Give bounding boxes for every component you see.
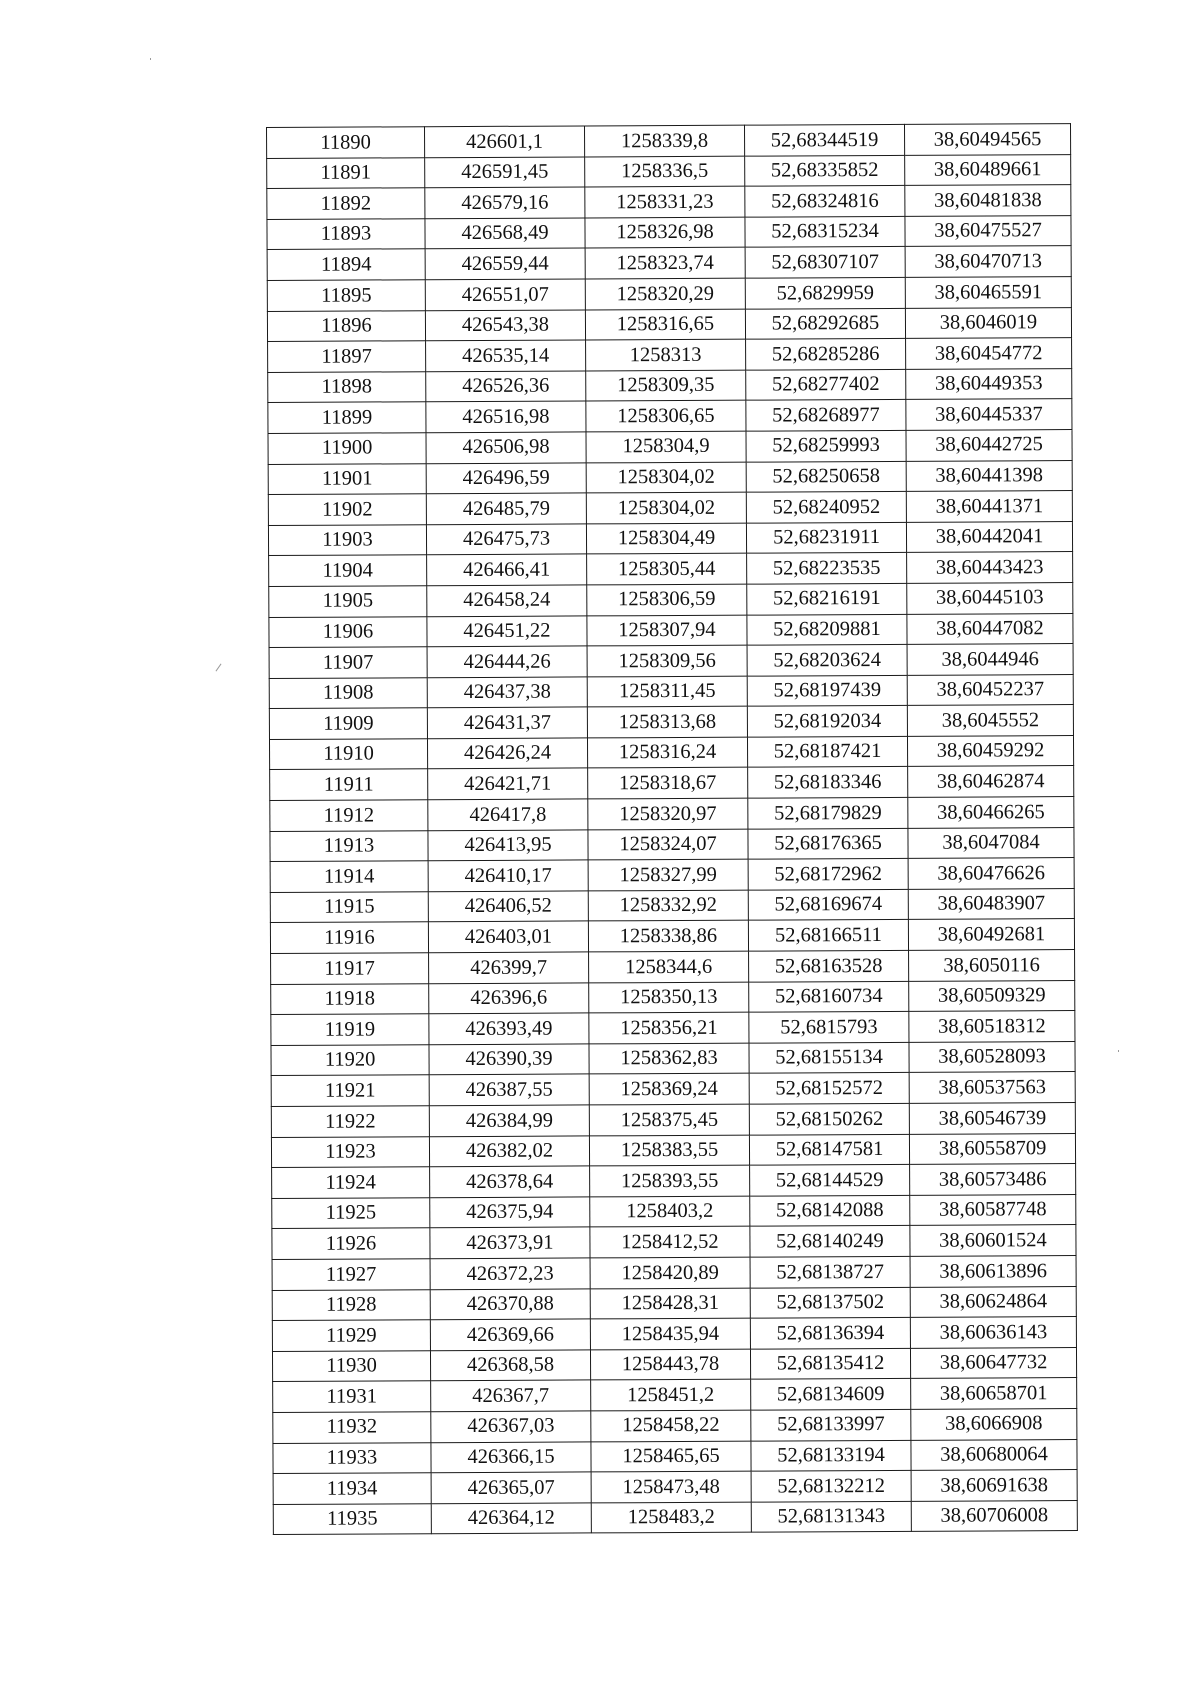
- table-row: [267, 124, 1071, 159]
- x-coordinate-cell: 426365,07: [431, 1472, 591, 1503]
- point-number-cell: 11914: [270, 861, 428, 892]
- latitude-cell: 52,68152572: [749, 1073, 909, 1104]
- y-coordinate-cell: 1258311,45: [587, 676, 747, 707]
- y-coordinate-cell: 1258309,35: [586, 370, 746, 401]
- point-number-cell: 11906: [269, 616, 427, 647]
- y-coordinate-cell: 1258375,45: [589, 1104, 749, 1135]
- latitude-cell: 52,68277402: [746, 369, 906, 400]
- point-number-cell: 11893: [267, 219, 425, 250]
- point-number-cell: 11897: [268, 341, 426, 372]
- y-coordinate-cell: 1258304,02: [586, 492, 746, 523]
- y-coordinate-cell: 1258344,6: [589, 951, 749, 982]
- point-number-cell: 11927: [272, 1259, 430, 1290]
- longitude-cell: 38,6045552: [907, 705, 1073, 736]
- x-coordinate-cell: 426413,95: [428, 830, 588, 861]
- scan-speck: [1118, 1050, 1119, 1052]
- x-coordinate-cell: 426426,24: [427, 738, 587, 769]
- y-coordinate-cell: 1258451,2: [591, 1379, 751, 1410]
- x-coordinate-cell: 426485,79: [426, 493, 586, 524]
- longitude-cell: 38,60443423: [907, 552, 1073, 583]
- x-coordinate-cell: 426466,41: [427, 554, 587, 585]
- latitude-cell: 52,68187421: [747, 736, 907, 767]
- latitude-cell: 52,68197439: [747, 675, 907, 706]
- table-row: [269, 552, 1073, 587]
- x-coordinate-cell: 426431,37: [427, 707, 587, 738]
- latitude-cell: 52,68160734: [749, 981, 909, 1012]
- x-coordinate-cell: 426378,64: [430, 1166, 590, 1197]
- y-coordinate-cell: 1258435,94: [590, 1318, 750, 1349]
- x-coordinate-cell: 426516,98: [426, 401, 586, 432]
- longitude-cell: 38,60483907: [908, 888, 1074, 919]
- point-number-cell: 11890: [267, 127, 425, 158]
- table-row: [271, 1103, 1075, 1138]
- latitude-cell: 52,68179829: [748, 797, 908, 828]
- x-coordinate-cell: 426458,24: [427, 585, 587, 616]
- x-coordinate-cell: 426437,38: [427, 677, 587, 708]
- latitude-cell: 52,68144529: [750, 1165, 910, 1196]
- latitude-cell: 52,68285286: [746, 339, 906, 370]
- x-coordinate-cell: 426551,07: [425, 279, 585, 310]
- point-number-cell: 11930: [272, 1350, 430, 1381]
- table-row: [273, 1500, 1077, 1535]
- y-coordinate-cell: 1258304,9: [586, 431, 746, 462]
- y-coordinate-cell: 1258393,55: [590, 1165, 750, 1196]
- table-row: [272, 1317, 1076, 1352]
- longitude-cell: 38,60492681: [908, 919, 1074, 950]
- scan-speck: [150, 58, 151, 60]
- y-coordinate-cell: 1258331,23: [585, 186, 745, 217]
- point-number-cell: 11892: [267, 188, 425, 219]
- x-coordinate-cell: 426543,38: [425, 310, 585, 341]
- longitude-cell: 38,60691638: [911, 1470, 1077, 1501]
- table-row: [267, 154, 1071, 189]
- longitude-cell: 38,60587748: [910, 1194, 1076, 1225]
- table-row: [272, 1194, 1076, 1229]
- table-row: [271, 1041, 1075, 1076]
- y-coordinate-cell: 1258350,13: [589, 982, 749, 1013]
- y-coordinate-cell: 1258420,89: [590, 1257, 750, 1288]
- longitude-cell: 38,60442725: [906, 430, 1072, 461]
- point-number-cell: 11915: [270, 892, 428, 923]
- longitude-cell: 38,6044946: [907, 644, 1073, 675]
- longitude-cell: 38,60459292: [907, 735, 1073, 766]
- coordinates-table-body: [267, 124, 1078, 1535]
- point-number-cell: 11932: [273, 1412, 431, 1443]
- x-coordinate-cell: 426396,6: [429, 983, 589, 1014]
- latitude-cell: 52,68335852: [745, 155, 905, 186]
- longitude-cell: 38,60449353: [906, 368, 1072, 399]
- longitude-cell: 38,60454772: [906, 338, 1072, 369]
- scan-speck: [216, 664, 222, 672]
- x-coordinate-cell: 426384,99: [429, 1105, 589, 1136]
- point-number-cell: 11917: [271, 953, 429, 984]
- x-coordinate-cell: 426387,55: [429, 1074, 589, 1105]
- table-row: [273, 1439, 1077, 1474]
- y-coordinate-cell: 1258458,22: [591, 1410, 751, 1441]
- latitude-cell: 52,68315234: [745, 216, 905, 247]
- longitude-cell: 38,60445337: [906, 399, 1072, 430]
- latitude-cell: 52,68142088: [750, 1195, 910, 1226]
- y-coordinate-cell: 1258383,55: [589, 1135, 749, 1166]
- latitude-cell: 52,6829959: [745, 277, 905, 308]
- x-coordinate-cell: 426535,14: [426, 340, 586, 371]
- table-row: [267, 277, 1071, 312]
- longitude-cell: 38,60441398: [906, 460, 1072, 491]
- y-coordinate-cell: 1258326,98: [585, 217, 745, 248]
- longitude-cell: 38,60494565: [904, 124, 1070, 155]
- table-row: [267, 246, 1071, 281]
- latitude-cell: 52,68131343: [751, 1501, 911, 1532]
- longitude-cell: 38,60706008: [911, 1500, 1077, 1531]
- table-row: [268, 399, 1072, 434]
- x-coordinate-cell: 426475,73: [426, 524, 586, 555]
- table-row: [268, 368, 1072, 403]
- latitude-cell: 52,68259993: [746, 430, 906, 461]
- point-number-cell: 11896: [267, 310, 425, 341]
- x-coordinate-cell: 426421,71: [428, 768, 588, 799]
- y-coordinate-cell: 1258339,8: [584, 125, 744, 156]
- table-row: [272, 1164, 1076, 1199]
- longitude-cell: 38,60447082: [907, 613, 1073, 644]
- point-number-cell: 11931: [273, 1381, 431, 1412]
- table-row: [272, 1225, 1076, 1260]
- y-coordinate-cell: 1258323,74: [585, 248, 745, 279]
- point-number-cell: 11913: [270, 830, 428, 861]
- longitude-cell: 38,60624864: [910, 1286, 1076, 1317]
- table-row: [272, 1347, 1076, 1382]
- point-number-cell: 11895: [267, 280, 425, 311]
- table-row: [267, 185, 1071, 220]
- longitude-cell: 38,60481838: [905, 185, 1071, 216]
- x-coordinate-cell: 426568,49: [425, 218, 585, 249]
- point-number-cell: 11908: [269, 677, 427, 708]
- point-number-cell: 11928: [272, 1289, 430, 1320]
- point-number-cell: 11904: [269, 555, 427, 586]
- x-coordinate-cell: 426370,88: [430, 1288, 590, 1319]
- longitude-cell: 38,60601524: [910, 1225, 1076, 1256]
- table-row: [272, 1286, 1076, 1321]
- longitude-cell: 38,60441371: [906, 491, 1072, 522]
- y-coordinate-cell: 1258313: [586, 339, 746, 370]
- table-row: [267, 215, 1071, 250]
- longitude-cell: 38,60476626: [908, 858, 1074, 889]
- point-number-cell: 11891: [267, 157, 425, 188]
- coordinates-table: [266, 123, 1078, 1535]
- longitude-cell: 38,60546739: [909, 1103, 1075, 1134]
- longitude-cell: 38,60452237: [907, 674, 1073, 705]
- table-row: [270, 888, 1074, 923]
- y-coordinate-cell: 1258356,21: [589, 1012, 749, 1043]
- point-number-cell: 11918: [271, 983, 429, 1014]
- x-coordinate-cell: 426406,52: [428, 891, 588, 922]
- latitude-cell: 52,68223535: [747, 553, 907, 584]
- x-coordinate-cell: 426375,94: [430, 1197, 590, 1228]
- point-number-cell: 11902: [268, 494, 426, 525]
- longitude-cell: 38,60442041: [906, 521, 1072, 552]
- x-coordinate-cell: 426399,7: [429, 952, 589, 983]
- longitude-cell: 38,60509329: [909, 980, 1075, 1011]
- latitude-cell: 52,68163528: [749, 950, 909, 981]
- table-row: [270, 827, 1074, 862]
- latitude-cell: 52,68169674: [748, 889, 908, 920]
- y-coordinate-cell: 1258473,48: [591, 1471, 751, 1502]
- x-coordinate-cell: 426559,44: [425, 248, 585, 279]
- x-coordinate-cell: 426591,45: [425, 157, 585, 188]
- latitude-cell: 52,68250658: [746, 461, 906, 492]
- y-coordinate-cell: 1258320,29: [585, 278, 745, 309]
- x-coordinate-cell: 426369,66: [430, 1319, 590, 1350]
- longitude-cell: 38,6046019: [905, 307, 1071, 338]
- x-coordinate-cell: 426601,1: [425, 126, 585, 157]
- x-coordinate-cell: 426579,16: [425, 187, 585, 218]
- y-coordinate-cell: 1258307,94: [587, 615, 747, 646]
- y-coordinate-cell: 1258362,83: [589, 1043, 749, 1074]
- point-number-cell: 11923: [271, 1136, 429, 1167]
- point-number-cell: 11920: [271, 1045, 429, 1076]
- latitude-cell: 52,68240952: [746, 492, 906, 523]
- longitude-cell: 38,6047084: [908, 827, 1074, 858]
- table-row: [271, 980, 1075, 1015]
- latitude-cell: 52,6815793: [749, 1012, 909, 1043]
- x-coordinate-cell: 426366,15: [431, 1441, 591, 1472]
- y-coordinate-cell: 1258412,52: [590, 1227, 750, 1258]
- point-number-cell: 11916: [270, 922, 428, 953]
- point-number-cell: 11926: [272, 1228, 430, 1259]
- y-coordinate-cell: 1258327,99: [588, 859, 748, 890]
- longitude-cell: 38,6066908: [911, 1408, 1077, 1439]
- table-row: [271, 1133, 1075, 1168]
- latitude-cell: 52,68176365: [748, 828, 908, 859]
- latitude-cell: 52,68132212: [751, 1470, 911, 1501]
- point-number-cell: 11924: [272, 1167, 430, 1198]
- x-coordinate-cell: 426506,98: [426, 432, 586, 463]
- table-row: [269, 644, 1073, 679]
- longitude-cell: 38,60462874: [908, 766, 1074, 797]
- longitude-cell: 38,60636143: [910, 1317, 1076, 1348]
- longitude-cell: 38,60647732: [910, 1347, 1076, 1378]
- x-coordinate-cell: 426496,59: [426, 462, 586, 493]
- y-coordinate-cell: 1258304,49: [586, 523, 746, 554]
- point-number-cell: 11925: [272, 1197, 430, 1228]
- x-coordinate-cell: 426372,23: [430, 1258, 590, 1289]
- table-row: [270, 858, 1074, 893]
- latitude-cell: 52,68209881: [747, 614, 907, 645]
- latitude-cell: 52,68307107: [745, 247, 905, 278]
- latitude-cell: 52,68324816: [745, 186, 905, 217]
- x-coordinate-cell: 426403,01: [428, 921, 588, 952]
- latitude-cell: 52,68216191: [747, 583, 907, 614]
- latitude-cell: 52,68135412: [750, 1348, 910, 1379]
- table-row: [269, 582, 1073, 617]
- latitude-cell: 52,68136394: [750, 1318, 910, 1349]
- y-coordinate-cell: 1258324,07: [588, 829, 748, 860]
- x-coordinate-cell: 426444,26: [427, 646, 587, 677]
- y-coordinate-cell: 1258332,92: [588, 890, 748, 921]
- latitude-cell: 52,68133997: [751, 1409, 911, 1440]
- x-coordinate-cell: 426367,03: [431, 1411, 591, 1442]
- point-number-cell: 11910: [269, 739, 427, 770]
- point-number-cell: 11894: [267, 249, 425, 280]
- longitude-cell: 38,60613896: [910, 1256, 1076, 1287]
- table-row: [269, 705, 1073, 740]
- longitude-cell: 38,60466265: [908, 797, 1074, 828]
- x-coordinate-cell: 426526,36: [426, 371, 586, 402]
- table-row: [271, 1072, 1075, 1107]
- x-coordinate-cell: 426367,7: [431, 1380, 591, 1411]
- point-number-cell: 11935: [273, 1503, 431, 1534]
- latitude-cell: 52,68231911: [746, 522, 906, 553]
- point-number-cell: 11919: [271, 1014, 429, 1045]
- table-row: [269, 613, 1073, 648]
- longitude-cell: 38,60658701: [911, 1378, 1077, 1409]
- point-number-cell: 11933: [273, 1442, 431, 1473]
- y-coordinate-cell: 1258316,24: [587, 737, 747, 768]
- y-coordinate-cell: 1258313,68: [587, 706, 747, 737]
- y-coordinate-cell: 1258443,78: [590, 1349, 750, 1380]
- latitude-cell: 52,68155134: [749, 1042, 909, 1073]
- y-coordinate-cell: 1258483,2: [591, 1502, 751, 1533]
- table-row: [268, 338, 1072, 373]
- longitude-cell: 38,60518312: [909, 1011, 1075, 1042]
- point-number-cell: 11903: [268, 524, 426, 555]
- x-coordinate-cell: 426390,39: [429, 1044, 589, 1075]
- table-row: [268, 430, 1072, 465]
- x-coordinate-cell: 426382,02: [429, 1136, 589, 1167]
- longitude-cell: 38,60537563: [909, 1072, 1075, 1103]
- point-number-cell: 11934: [273, 1473, 431, 1504]
- x-coordinate-cell: 426410,17: [428, 860, 588, 891]
- y-coordinate-cell: 1258403,2: [590, 1196, 750, 1227]
- y-coordinate-cell: 1258318,67: [588, 768, 748, 799]
- latitude-cell: 52,68147581: [749, 1134, 909, 1165]
- point-number-cell: 11911: [270, 769, 428, 800]
- longitude-cell: 38,60465591: [905, 277, 1071, 308]
- table-row: [268, 521, 1072, 556]
- point-number-cell: 11899: [268, 402, 426, 433]
- longitude-cell: 38,60489661: [905, 154, 1071, 185]
- latitude-cell: 52,68138727: [750, 1256, 910, 1287]
- y-coordinate-cell: 1258428,31: [590, 1288, 750, 1319]
- table-row: [270, 797, 1074, 832]
- y-coordinate-cell: 1258369,24: [589, 1074, 749, 1105]
- longitude-cell: 38,60445103: [907, 582, 1073, 613]
- y-coordinate-cell: 1258336,5: [585, 156, 745, 187]
- x-coordinate-cell: 426451,22: [427, 615, 587, 646]
- latitude-cell: 52,68172962: [748, 859, 908, 890]
- table-row: [273, 1408, 1077, 1443]
- latitude-cell: 52,68192034: [747, 706, 907, 737]
- y-coordinate-cell: 1258306,59: [587, 584, 747, 615]
- table-row: [271, 950, 1075, 985]
- table-row: [268, 460, 1072, 495]
- y-coordinate-cell: 1258304,02: [586, 462, 746, 493]
- latitude-cell: 52,68344519: [744, 124, 904, 155]
- point-number-cell: 11929: [272, 1320, 430, 1351]
- point-number-cell: 11921: [271, 1075, 429, 1106]
- y-coordinate-cell: 1258305,44: [587, 553, 747, 584]
- x-coordinate-cell: 426368,58: [430, 1350, 590, 1381]
- latitude-cell: 52,68292685: [745, 308, 905, 339]
- x-coordinate-cell: 426373,91: [430, 1227, 590, 1258]
- point-number-cell: 11907: [269, 647, 427, 678]
- table-row: [273, 1378, 1077, 1413]
- longitude-cell: 38,60475527: [905, 215, 1071, 246]
- table-row: [269, 674, 1073, 709]
- y-coordinate-cell: 1258309,56: [587, 645, 747, 676]
- longitude-cell: 38,6050116: [909, 950, 1075, 981]
- y-coordinate-cell: 1258465,65: [591, 1441, 751, 1472]
- point-number-cell: 11922: [271, 1106, 429, 1137]
- x-coordinate-cell: 426417,8: [428, 799, 588, 830]
- longitude-cell: 38,60680064: [911, 1439, 1077, 1470]
- latitude-cell: 52,68134609: [751, 1379, 911, 1410]
- point-number-cell: 11900: [268, 433, 426, 464]
- point-number-cell: 11909: [269, 708, 427, 739]
- longitude-cell: 38,60558709: [909, 1133, 1075, 1164]
- table-row: [270, 766, 1074, 801]
- latitude-cell: 52,68268977: [746, 400, 906, 431]
- table-row: [273, 1470, 1077, 1505]
- longitude-cell: 38,60528093: [909, 1041, 1075, 1072]
- table-row: [272, 1256, 1076, 1291]
- latitude-cell: 52,68133194: [751, 1440, 911, 1471]
- latitude-cell: 52,68137502: [750, 1287, 910, 1318]
- longitude-cell: 38,60470713: [905, 246, 1071, 277]
- table-row: [269, 735, 1073, 770]
- point-number-cell: 11898: [268, 371, 426, 402]
- latitude-cell: 52,68203624: [747, 644, 907, 675]
- latitude-cell: 52,68150262: [749, 1103, 909, 1134]
- table-row: [268, 491, 1072, 526]
- latitude-cell: 52,68166511: [748, 920, 908, 951]
- x-coordinate-cell: 426364,12: [431, 1503, 591, 1534]
- table-row: [267, 307, 1071, 342]
- y-coordinate-cell: 1258306,65: [586, 401, 746, 432]
- x-coordinate-cell: 426393,49: [429, 1013, 589, 1044]
- latitude-cell: 52,68140249: [750, 1226, 910, 1257]
- table-row: [270, 919, 1074, 954]
- table-row: [271, 1011, 1075, 1046]
- y-coordinate-cell: 1258316,65: [585, 309, 745, 340]
- longitude-cell: 38,60573486: [910, 1164, 1076, 1195]
- point-number-cell: 11905: [269, 586, 427, 617]
- y-coordinate-cell: 1258320,97: [588, 798, 748, 829]
- point-number-cell: 11901: [268, 463, 426, 494]
- y-coordinate-cell: 1258338,86: [588, 921, 748, 952]
- latitude-cell: 52,68183346: [748, 767, 908, 798]
- point-number-cell: 11912: [270, 800, 428, 831]
